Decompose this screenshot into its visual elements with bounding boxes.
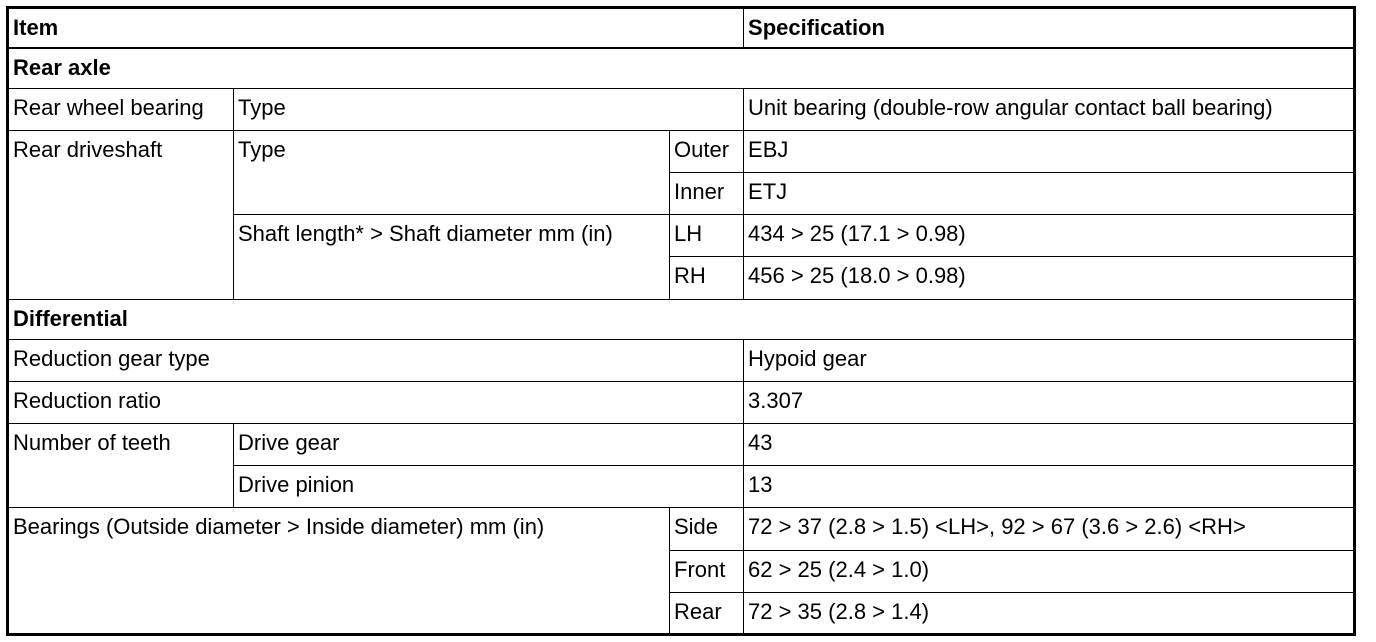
table-row xyxy=(8,381,1355,423)
reduction-gear-type-value: Hypoid gear xyxy=(744,339,1355,381)
table-row xyxy=(8,508,1355,550)
bearings-side-label: Side xyxy=(670,508,744,550)
rear-driveshaft-label: Rear driveshaft xyxy=(8,130,234,299)
rear-wheel-bearing-type-label: Type xyxy=(234,88,744,130)
section-title-rear-axle: Rear axle xyxy=(8,48,1355,88)
driveshaft-rh-value: 456 > 25 (18.0 > 0.98) xyxy=(744,257,1355,299)
reduction-ratio-value: 3.307 xyxy=(744,381,1355,423)
driveshaft-outer-value: EBJ xyxy=(744,130,1355,172)
reduction-ratio-label: Reduction ratio xyxy=(8,381,744,423)
rear-wheel-bearing-type-value: Unit bearing (double-row angular contact ball bearing) xyxy=(744,88,1355,130)
table-row xyxy=(8,339,1355,381)
table-row xyxy=(8,130,1355,172)
bearings-front-label: Front xyxy=(670,550,744,592)
bearings-rear-label: Rear xyxy=(670,592,744,634)
header-specification: Specification xyxy=(744,8,1355,49)
driveshaft-rh-label: RH xyxy=(670,257,744,299)
driveshaft-lh-value: 434 > 25 (17.1 > 0.98) xyxy=(744,215,1355,257)
section-row-rear-axle xyxy=(8,48,1355,88)
reduction-gear-type-label: Reduction gear type xyxy=(8,339,744,381)
driveshaft-outer-label: Outer xyxy=(670,130,744,172)
drive-pinion-value: 13 xyxy=(744,466,1355,508)
table-row xyxy=(8,88,1355,130)
bearings-rear-value: 72 > 35 (2.8 > 1.4) xyxy=(744,592,1355,634)
drive-pinion-label: Drive pinion xyxy=(234,466,744,508)
driveshaft-lh-label: LH xyxy=(670,215,744,257)
specification-table xyxy=(6,6,1356,636)
driveshaft-inner-label: Inner xyxy=(670,173,744,215)
driveshaft-inner-value: ETJ xyxy=(744,173,1355,215)
section-row-differential xyxy=(8,299,1355,339)
driveshaft-length-label: Shaft length* > Shaft diameter mm (in) xyxy=(234,215,670,299)
header-item: Item xyxy=(8,8,744,49)
drive-gear-value: 43 xyxy=(744,424,1355,466)
drive-gear-label: Drive gear xyxy=(234,424,744,466)
table-row xyxy=(8,424,1355,466)
table-header-row xyxy=(8,8,1355,49)
number-of-teeth-label: Number of teeth xyxy=(8,424,234,508)
rear-driveshaft-type-label: Type xyxy=(234,130,670,214)
section-title-differential: Differential xyxy=(8,299,1355,339)
bearings-side-value: 72 > 37 (2.8 > 1.5) <LH>, 92 > 67 (3.6 > 2.6) <RH> xyxy=(744,508,1355,550)
bearings-front-value: 62 > 25 (2.4 > 1.0) xyxy=(744,550,1355,592)
bearings-label: Bearings (Outside diameter > Inside diameter) mm (in) xyxy=(8,508,670,635)
rear-wheel-bearing-label: Rear wheel bearing xyxy=(8,88,234,130)
